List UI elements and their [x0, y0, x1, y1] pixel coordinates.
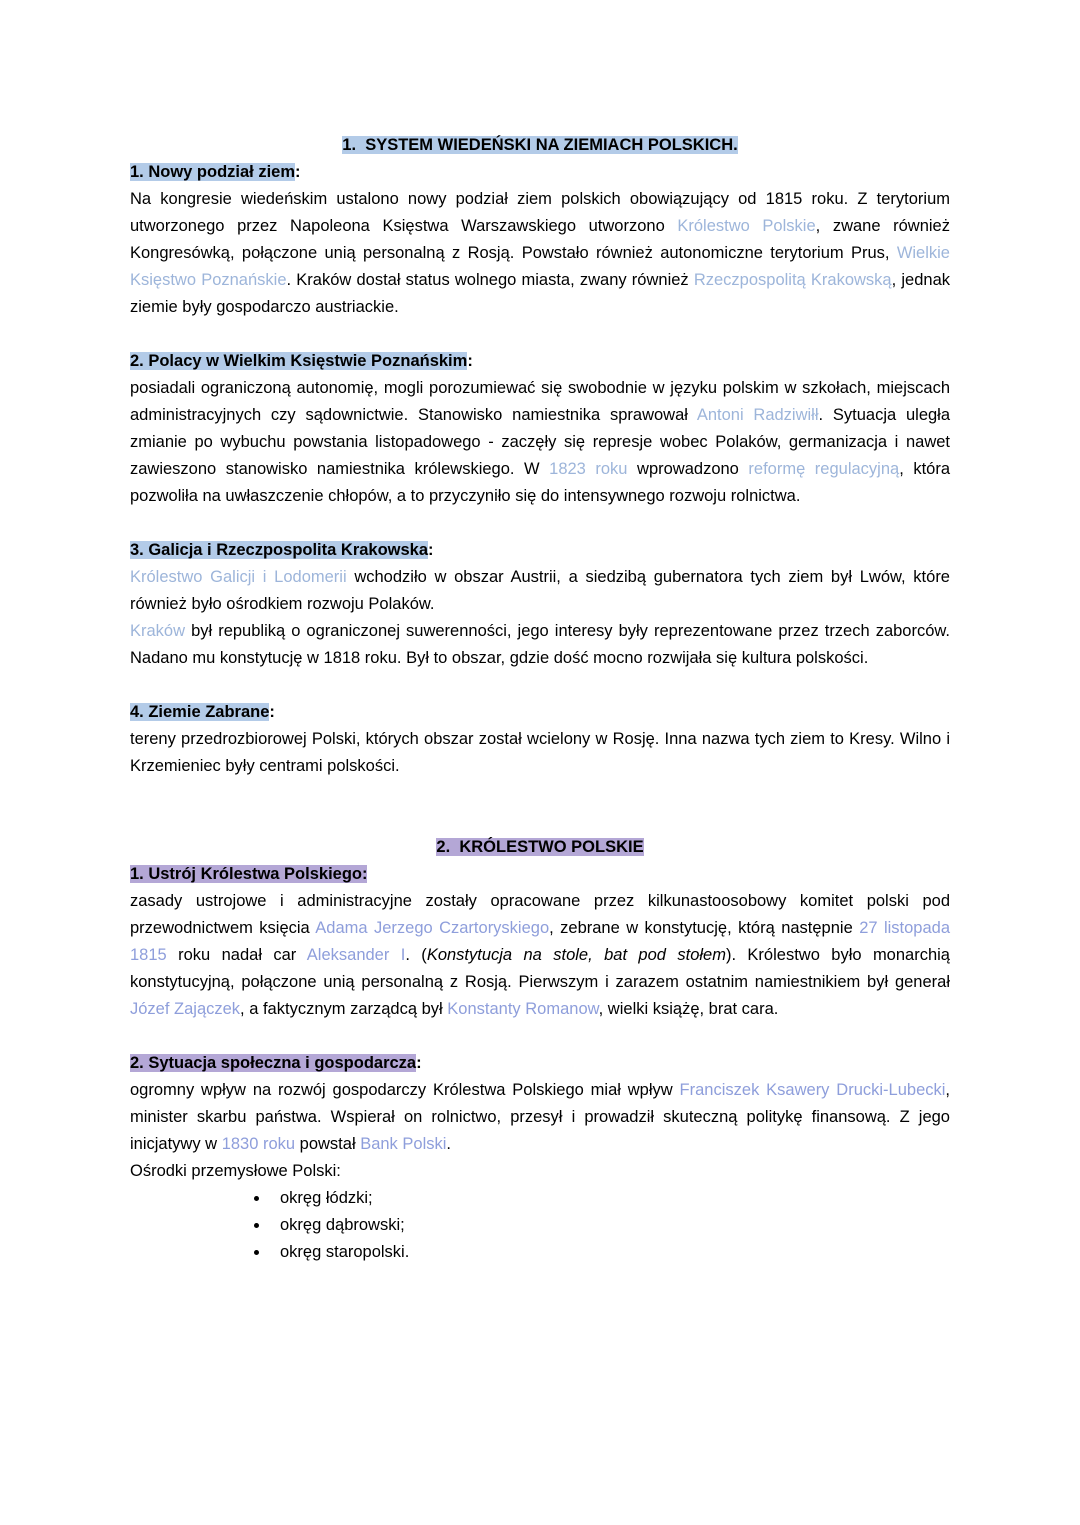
section-heading — [130, 159, 950, 186]
paragraph — [130, 618, 950, 672]
section-heading — [130, 537, 950, 564]
text-run: reformę regulacyjną — [748, 460, 900, 478]
text-run: , a faktycznym zarządcą był — [240, 1000, 448, 1018]
text-run: ). Królestwo było monarchią konstytucyjną, połączone unią personalną z Rosją. Pierwszym i zarazem ostatnim namiestnikiem był generał — [130, 946, 950, 991]
text-run: : — [416, 1054, 422, 1072]
text-run: posiadali ograniczoną autonomię, mogli porozumiewać się swobodnie w języku polskim w szkołach, miejscach administracyjnych czy sądownictwie. Stanowisko namiestnika sprawował — [130, 379, 950, 424]
text-run: Królestwo Galicji i Lodomerii — [130, 568, 347, 586]
text-run: , minister skarbu państwa. Wspierał on rolnictwo, przesył i prowadził skuteczną politykę finansową. Z jego inicjatywy w — [130, 1081, 950, 1153]
text-run: 4. Ziemie Zabrane — [130, 703, 270, 721]
text-run: Królestwo Polskie — [677, 217, 816, 235]
section-heading — [130, 861, 950, 888]
text-run: Bank Polski — [360, 1135, 447, 1153]
text-run: , jednak ziemie były gospodarczo austriackie. — [130, 271, 950, 316]
text-run: wchodziło w obszar Austrii, a siedzibą gubernatora tych ziem był Lwów, które również było ośrodkiem rozwoju Polaków. — [130, 568, 950, 613]
text-run: tereny przedrozbiorowej Polski, których obszar został wcielony w Rosję. Inna nazwa tych ziem to Kresy. Wilno i Krzemieniec były centrami polskości. — [130, 730, 950, 775]
text-run: : — [428, 541, 434, 559]
text-run: wprowadzono — [627, 460, 749, 478]
text-run: . Kraków dostał status wolnego miasta, zwany również — [286, 271, 694, 289]
section-heading — [130, 348, 950, 375]
text-run: 2. KRÓLESTWO POLSKIE — [436, 838, 644, 856]
text-run: Wielkie Księstwo Poznańskie — [130, 244, 950, 289]
text-run: Franciszek Ksawery Drucki-Lubecki — [679, 1081, 946, 1099]
text-run: Aleksander I — [306, 946, 406, 964]
text-run: Adama Jerzego Czartoryskiego — [315, 919, 550, 937]
text-run: ogromny wpływ na rozwój gospodarczy Królestwa Polskiego miał wpływ — [130, 1081, 680, 1099]
bullet-item: • okręg dąbrowski; — [270, 1212, 950, 1239]
text-run: : — [467, 352, 473, 370]
document-title — [130, 834, 950, 861]
bullet-item: • okręg staropolski. — [270, 1239, 950, 1266]
text-run: 2. Sytuacja społeczna i gospodarcza — [130, 1054, 417, 1072]
text-run: 2. Polacy w Wielkim Księstwie Poznańskim — [130, 352, 468, 370]
bullet-item: • okręg łódzki; — [270, 1185, 950, 1212]
text-run: Antoni Radziwiłł — [696, 406, 819, 424]
text-run: 1823 roku — [549, 460, 628, 478]
text-run: 27 listopada 1815 — [130, 919, 951, 964]
paragraph — [130, 1158, 950, 1185]
text-run: . ( — [405, 946, 427, 964]
text-run: był republiką o ograniczonej suwerenności, jego interesy były reprezentowane przez trzech zaborców. Nadano mu konstytucję w 1818 roku. Był to obszar, gdzie dość mocno rozwijała się kultura polskości. — [130, 622, 950, 667]
text-run: Kraków — [130, 622, 186, 640]
text-run: Konstanty Romanow — [447, 1000, 599, 1018]
text-run: zasady ustrojowe i administracyjne zostały opracowane przez kilkunastoosobowy komitet polski pod przewodnictwem księcia — [130, 892, 950, 937]
text-run: , zebrane w konstytucję, którą następnie — [549, 919, 860, 937]
text-run: Rzeczpospolitą Krakowską — [693, 271, 892, 289]
paragraph — [130, 888, 950, 1023]
text-run: , która pozwoliła na uwłaszczenie chłopów, a to przyczyniło się do intensywnego rozwoju rolnictwa. — [130, 460, 950, 505]
text-run: roku nadał car — [166, 946, 307, 964]
text-run: . Sytuacja uległa zmianie po wybuchu powstania listopadowego - zaczęły się represje wobec Polaków, germanizacja i nawet zawieszono stanowisko namiestnika królewskiego. W — [130, 406, 951, 478]
section-heading — [130, 699, 950, 726]
bullet-list — [130, 1185, 950, 1266]
text-run: : — [269, 703, 275, 721]
text-run: Konstytucja na stole, bat pod stołem — [426, 946, 726, 964]
text-run: , zwane również Kongresówką, połączone unią personalną z Rosją. Powstało również autonomiczne terytorium Prus, — [130, 217, 950, 262]
text-run: 1830 roku — [221, 1135, 296, 1153]
paragraph — [130, 375, 950, 510]
document-title — [130, 132, 950, 159]
text-run: , wielki książę, brat cara. — [598, 1000, 779, 1018]
section-heading — [130, 1050, 950, 1077]
text-run: Ośrodki przemysłowe Polski: — [130, 1162, 341, 1180]
text-run: Na kongresie wiedeńskim ustalono nowy podział ziem polskich obowiązujący od 1815 roku. Z terytorium utworzonego przez Napoleona Księstwa Warszawskiego utworzono — [130, 190, 950, 235]
page-content — [130, 132, 950, 1266]
paragraph — [130, 1077, 950, 1158]
paragraph — [130, 564, 950, 618]
text-run: : — [295, 163, 301, 181]
paragraph — [130, 186, 950, 321]
text-run: powstał — [295, 1135, 361, 1153]
paragraph — [130, 726, 950, 780]
text-run: 1. Nowy podział ziem — [130, 163, 296, 181]
text-run: Józef Zajączek — [130, 1000, 241, 1018]
text-run: 1. SYSTEM WIEDEŃSKI NA ZIEMIACH POLSKICH. — [342, 136, 738, 154]
text-run: . — [446, 1135, 452, 1153]
text-run: 3. Galicja i Rzeczpospolita Krakowska — [130, 541, 429, 559]
text-run: 1. Ustrój Królestwa Polskiego: — [130, 865, 368, 883]
